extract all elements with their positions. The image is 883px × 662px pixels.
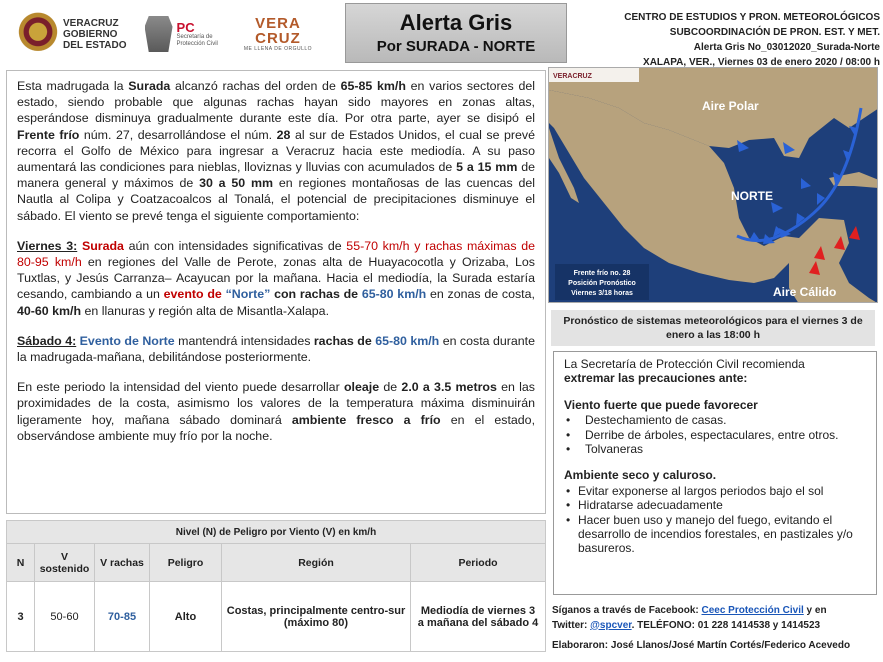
- bulletin-text-panel: [6, 70, 546, 514]
- twitter-link[interactable]: @spcver: [590, 619, 632, 631]
- cell-region: Costas, principalmente centro-sur (máximo 80): [222, 582, 411, 652]
- alert-subtitle: Por SURADA - NORTE: [376, 38, 536, 55]
- cell-periodo: Mediodía de viernes 3 a mañana del sábado 4: [411, 582, 546, 652]
- map-logo-text: VERACRUZ: [553, 73, 592, 80]
- paragraph-saturday: Sábado 4: Evento de Norte mantendrá intensidades rachas de 65-80 km/h en costa durante la madrugada-mañana, debilitándose posteriormente.: [17, 333, 536, 365]
- alert-title: Alerta Gris: [399, 10, 513, 35]
- paragraph-friday: Viernes 3: Surada aún con intensidades significativas de 55-70 km/h y rachas máximas de 80-95 km/h en regiones del Valle de Perote, zonas alta de Huayacocotla y Orizaba, Los Tuxtlas, y Jesús Carranza– Acayucan por la mañana. Hacia el mediodía, la Surada estaría cesando, cambiando a un evento de “Norte” con rachas de 65-80 km/h en zonas de costa, 40-60 km/h en llanuras y región alta de Misantla-Xalapa.: [17, 238, 535, 318]
- list-item: • Evitar exponerse al largos periodos bajo el sol: [564, 484, 868, 498]
- footer: [552, 604, 880, 654]
- header-region: Región: [222, 544, 411, 582]
- list-item: • Hacer buen uso y manejo del fuego, evitando el desarrollo de incendios forestales, en pastizales y/o basureros.: [564, 513, 868, 556]
- group-strong-wind-list: [564, 413, 868, 456]
- veracruz-logo-text: VERACRUZ GOBIERNO DEL ESTADO: [63, 17, 127, 51]
- header-v-sostenido: V sostenido: [35, 544, 95, 582]
- header-n: N: [7, 544, 35, 582]
- group-dry-hot-list: [564, 484, 868, 556]
- map-label-calido: Aire Cálido: [773, 285, 837, 299]
- bulletin-number: Alerta Gris No_03012020_Surada-Norte: [693, 42, 880, 53]
- pc-logo-small: Secretaría de Protección Civil: [176, 33, 218, 47]
- footer-contact: Síganos a través de Facebook: Ceec Protección Civil y en Twitter: @spcver. TELÉFONO: 01 228 1414538 y 1414523: [552, 605, 827, 631]
- issuing-center-info: [574, 10, 880, 70]
- list-item: • Tolvaneras: [564, 442, 868, 456]
- header-logos: [0, 0, 345, 68]
- cell-n: 3: [7, 582, 35, 652]
- cell-sostenido: 50-60: [35, 582, 95, 652]
- header-peligro: Peligro: [150, 544, 222, 582]
- map-legend-line: Posición Pronóstico: [568, 280, 636, 287]
- recommendations-intro: La Secretaría de Protección Civil recomienda: [564, 357, 805, 371]
- cell-rachas: 70-85: [95, 582, 150, 652]
- proteccion-civil-logo: [145, 16, 218, 52]
- list-item: • Destechamiento de casas.: [564, 413, 868, 427]
- veracruz-government-logo: [18, 12, 127, 56]
- map-legend-line: Frente frío no. 28: [573, 270, 631, 277]
- map-graphic: [549, 68, 878, 303]
- table-title: Nivel (N) de Peligro por Viento (V) en km/h: [7, 521, 546, 544]
- map-label-norte: NORTE: [731, 189, 773, 203]
- table-row: [7, 582, 546, 652]
- center-line: SUBCOORDINACIÓN DE PRON. EST. Y MET.: [669, 27, 880, 38]
- map-label-polar: Aire Polar: [702, 99, 759, 113]
- recommendations-intro-bold: extremar las precauciones ante:: [564, 371, 748, 386]
- cell-peligro: Alto: [150, 582, 222, 652]
- footer-credit: Elaboraron: José Llanos/José Martín Cortés/Federico Acevedo: [552, 640, 851, 651]
- paragraph-waves-temperature: En este periodo la intensidad del viento puede desarrollar oleaje de 2.0 a 3.5 metros en las proximidades de la costa, asimismo los valores de la temperatura máxima disminuirán ligeramente hoy, mañana sábado dominará ambiente fresco a frío en el estado, observándose ambiente muy frío por la noche.: [17, 380, 536, 443]
- alert-title-box: [345, 3, 567, 63]
- facebook-link[interactable]: Ceec Protección Civil: [701, 605, 804, 616]
- pc-logo-big: PC: [176, 19, 195, 35]
- recommendations-box: [553, 351, 877, 595]
- list-item: • Derribe de árboles, espectaculares, entre otros.: [564, 428, 868, 442]
- header-periodo: Periodo: [411, 544, 546, 582]
- header-v-rachas: V rachas: [95, 544, 150, 582]
- table-header-row: [7, 544, 546, 582]
- wind-danger-table: [6, 520, 546, 652]
- paragraph-overview: Esta madrugada la Surada alcanzó rachas del orden de 65-85 km/h en varios sectores del estado, siendo probable que algunas rachas hayan sido mayores en zonas altas, esperándose disminuya gradualmente durante este día. Por otra parte, ayer se disipó el Frente frío núm. 27, desarrollándose el núm. 28 al sur de Estados Unidos, el cual se prevé recorra el Golfo de México para ingresar a Veracruz hacia este mediodía. A su paso aumentará las condiciones para nieblas, lloviznas y lluvias con acumulados de 5 a 15 mm de manera general y máximos de 30 a 50 mm en regiones montañosas de las cuencas del Nautla al Colipa y Coatzacoalcos al Tonalá, el potencial de precipitaciones disminuye el sábado. El viento se prevé tenga el siguiente comportamiento:: [17, 79, 536, 223]
- veracruz-brand-mark: VERA CRUZ: [255, 15, 301, 47]
- bulletin-date: XALAPA, VER., Viernes 03 de enero 2020 / 08:00 h: [643, 57, 880, 68]
- veracruz-brand-tagline: ME LLENA DE ORGULLO: [243, 46, 313, 52]
- pc-shield-icon: [145, 16, 173, 52]
- state-seal-icon: [18, 12, 58, 56]
- map-legend-line: Viernes 3/18 horas: [571, 290, 633, 297]
- center-line: CENTRO DE ESTUDIOS Y PRON. METEOROLÓGICOS: [624, 12, 880, 23]
- group-strong-wind-title: Viento fuerte que puede favorecer: [564, 397, 758, 412]
- list-item: • Hidratarse adecuadamente: [564, 498, 868, 512]
- forecast-map: [548, 67, 878, 303]
- veracruz-brand-logo: [244, 16, 312, 52]
- group-dry-hot-title: Ambiente seco y caluroso.: [564, 468, 717, 483]
- forecast-caption: Pronóstico de sistemas meteorológicos para el viernes 3 de enero a las 18:00 h: [551, 310, 875, 346]
